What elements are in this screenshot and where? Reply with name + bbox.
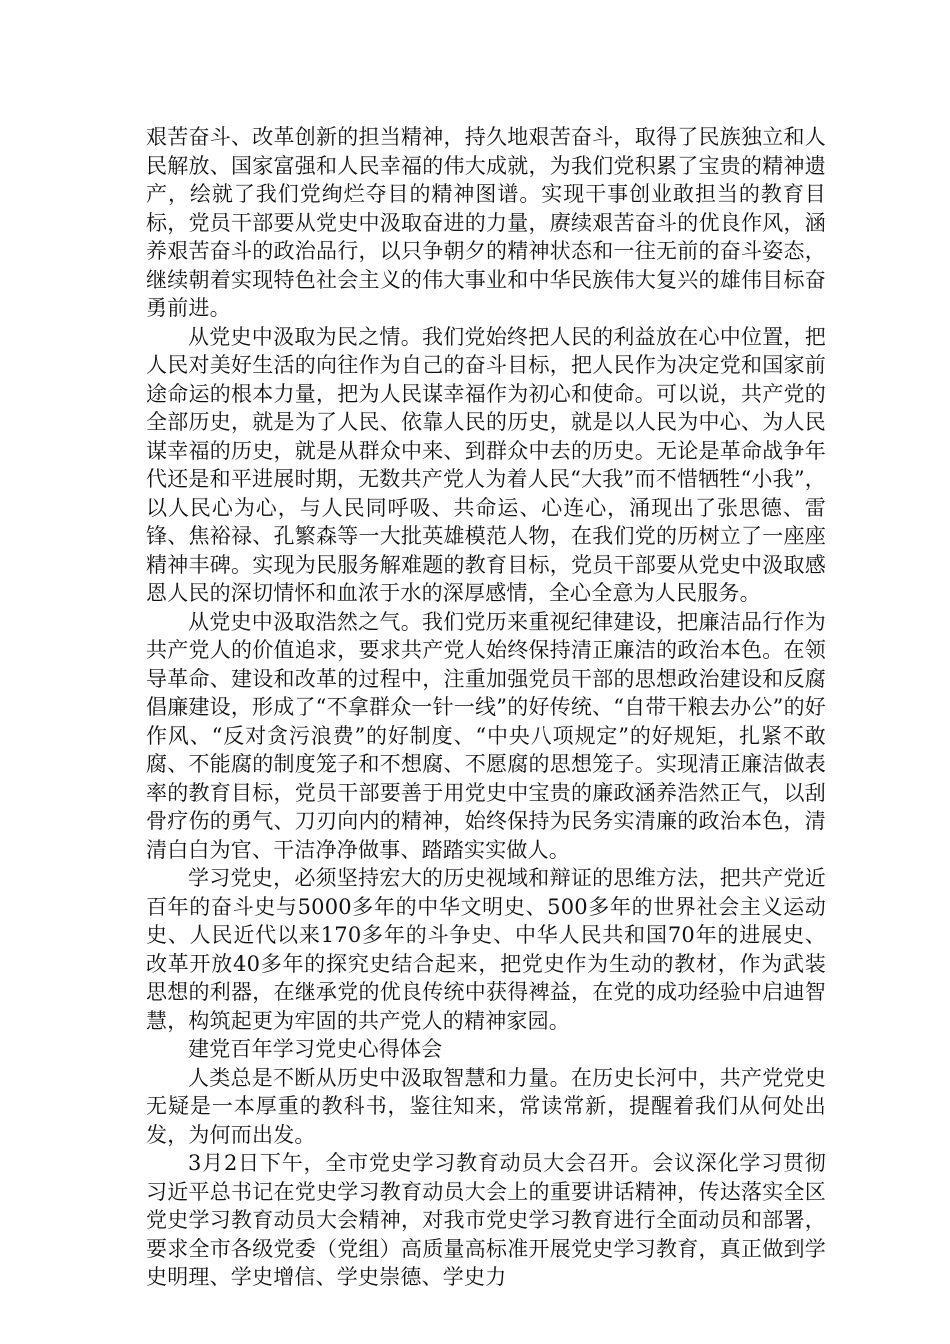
paragraph-wisdom-from-history: 人类总是不断从历史中汲取智慧和力量。在历史长河中，共产党党史无疑是一本厚重的教科书，鉴往知来，常读常新，提醒着我们从何处出发，为何而出发。 [146,1065,826,1147]
paragraph-people-sentiment: 从党史中汲取为民之情。我们党始终把人民的利益放在心中位置，把人民对美好生活的向往作为自己的奋斗目标，把人民作为决定党和国家前途命运的根本力量，把为人民谋幸福作为初心和使命。可以说，共产党的全部历史，就是为了人民、依靠人民的历史，就是以人民为中心、为人民谋幸福的历史，就是从群众中来、到群众中去的历史。无论是革命战争年代还是和平进展时期，无数共产党人为着人民“大我”而不惜牺牲“小我”，以人民心为心，与人民同呼吸、共命运、心连心，涌现出了张思德、雷锋、焦裕禄、孔繁森等一大批英雄模范人物，在我们党的历树立了一座座精神丰碑。实现为民服务解难题的教育目标，党员干部要从党史中汲取感恩人民的深切情怀和血浓于水的深厚感情，全心全意为人民服务。 [146,324,826,605]
document-body [146,123,826,1292]
paragraph-study-history: 学习党史，必须坚持宏大的历史视域和辩证的思维方法，把共产党近百年的奋斗史与5000多年的中华文明史、500多年的世界社会主义运动史、人民近代以来170多年的斗争史、中华人民共和国70年的进展史、改革开放40多年的探究史结合起来，把党史作为生动的教材，作为武装思想的利器，在继承党的优良传统中获得裨益，在党的成功经验中启迪智慧，构筑起更为牢固的共产党人的精神家园。 [146,866,826,1033]
paragraph-hardship-spirit: 艰苦奋斗、改革创新的担当精神，持久地艰苦奋斗，取得了民族独立和人民解放、国家富强和人民幸福的伟大成就，为我们党积累了宝贵的精神遗产，绘就了我们党绚烂夺目的精神图谱。实现干事创业敢担当的教育目标，党员干部要从党史中汲取奋进的力量，赓续艰苦奋斗的优良作风，涵养艰苦奋斗的政治品行，以只争朝夕的精神状态和一往无前的奋斗姿态，继续朝着实现特色社会主义的伟大事业和中华民族伟大复兴的雄伟目标奋勇前进。 [146,125,826,320]
section-heading: 建党百年学习党史心得体会 [188,1037,443,1061]
paragraph-mobilization-meeting: 3月2日下午，全市党史学习教育动员大会召开。会议深化学习贯彻习近平总书记在党史学习教育动员大会上的重要讲话精神，传达落实全区党史学习教育动员大会精神，对我市党史学习教育进行全面动员和部署，要求全市各级党委（党组）高质量高标准开展党史学习教育，真正做到学史明理、学史增信、学史崇德、学史力 [146,1151,826,1289]
paragraph-righteous-spirit: 从党史中汲取浩然之气。我们党历来重视纪律建设，把廉洁品行作为共产党人的价值追求，要求共产党人始终保持清正廉洁的政治本色。在领导革命、建设和改革的过程中，注重加强党员干部的思想政治建设和反腐倡廉建设，形成了“不拿群众一针一线”的好传统、“自带干粮去办公”的好作风、“反对贪污浪费”的好制度、“中央八项规定”的好规矩，扎紧不敢腐、不能腐的制度笼子和不想腐、不愿腐的思想笼子。实现清正廉洁做表率的教育目标，党员干部要善于用党史中宝贵的廉政涵养浩然正气，以刮骨疗伤的勇气、刀刃向内的精神，始终保持为民务实清廉的政治本色，清清白白为官、干洁净净做事、踏踏实实做人。 [146,609,826,862]
